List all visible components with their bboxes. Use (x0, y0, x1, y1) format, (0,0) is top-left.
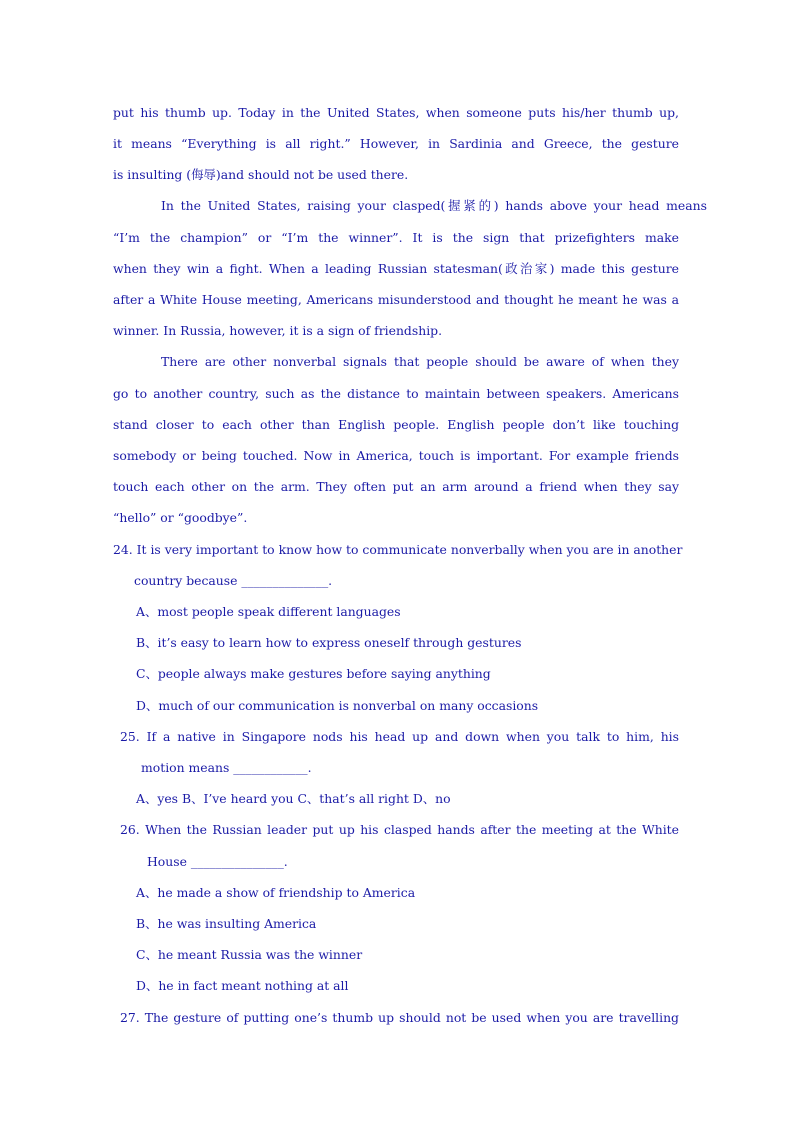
passage-line: stand closer to each other than English people. English people don’t like touching (113, 417, 679, 432)
passage-line: In the United States, raising your clasped(握紧的) hands above your head means (161, 198, 707, 213)
passage-line: go to another country, such as the distance to maintain between speakers. Americans (113, 386, 679, 401)
question-24-option-c: C、people always make gestures before saying anything (136, 666, 491, 681)
question-24-stem: 24. It is very important to know how to communicate nonverbally when you are in another (113, 542, 683, 557)
passage-line: touch each other on the arm. They often put an arm around a friend when they say (113, 479, 679, 494)
question-25-options: A、yes B、I’ve heard you C、that’s all right D、no (136, 791, 451, 806)
question-25-stem: 25. If a native in Singapore nods his head up and down when you talk to him, his (120, 729, 679, 744)
question-25-stem-cont: motion means ____________. (141, 760, 312, 775)
passage-line: is insulting (侮辱)and should not be used there. (113, 167, 409, 182)
passage-line: it means “Everything is all right.” However, in Sardinia and Greece, the gesture (113, 136, 679, 151)
question-24-option-a: A、most people speak different languages (136, 604, 401, 619)
passage-line: somebody or being touched. Now in America, touch is important. For example friends (113, 448, 679, 463)
passage-line: after a White House meeting, Americans misunderstood and thought he meant he was a (113, 292, 679, 307)
question-26-stem-cont: House _______________. (147, 854, 288, 869)
question-26-option-b: B、he was insulting America (136, 916, 317, 931)
passage-line: “hello” or “goodbye”. (113, 510, 248, 525)
question-26-option-a: A、he made a show of friendship to America (136, 885, 416, 900)
question-24-stem-cont: country because ______________. (134, 573, 333, 588)
passage-line: put his thumb up. Today in the United States, when someone puts his/her thumb up, (113, 105, 679, 120)
passage-line: There are other nonverbal signals that people should be aware of when they (161, 354, 679, 369)
question-24-option-b: B、it’s easy to learn how to express oneself through gestures (136, 635, 522, 650)
question-26-option-c: C、he meant Russia was the winner (136, 947, 363, 962)
passage-line: “I’m the champion” or “I’m the winner”. It is the sign that prizefighters make (113, 230, 679, 245)
passage-line: winner. In Russia, however, it is a sign of friendship. (113, 323, 443, 338)
question-27-stem: 27. The gesture of putting one’s thumb up should not be used when you are travelling (120, 1010, 679, 1025)
question-26-stem: 26. When the Russian leader put up his clasped hands after the meeting at the White (120, 822, 679, 837)
passage-line: when they win a fight. When a leading Russian statesman(政治家) made this gesture (113, 261, 679, 276)
question-26-option-d: D、he in fact meant nothing at all (136, 978, 349, 993)
question-24-option-d: D、much of our communication is nonverbal on many occasions (136, 698, 539, 713)
